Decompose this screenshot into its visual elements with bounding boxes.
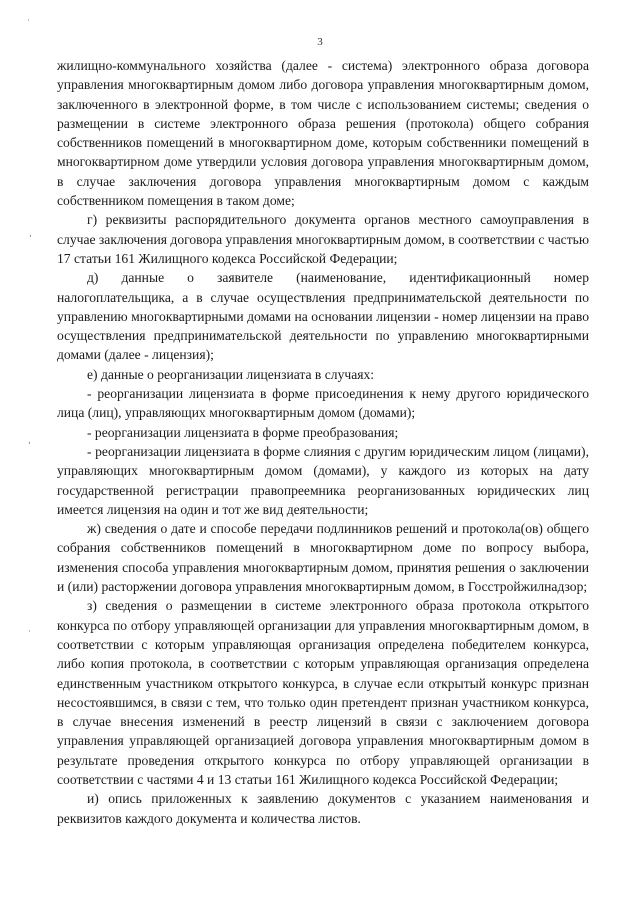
- paragraph-item-z: з) сведения о размещении в системе электронного образа протокола открытого конкурса по отбору управляющей организации для управления многоквартирным домом, в соответствии с которым управляющая организация определена победителем конкурса, либо копия протокола, в соответствии с которым управляющая организация определена единственным участником открытого конкурса, в случае если открытый конкурс признан несостоявшимся, в связи с тем, что только один претендент признан участником конкурса, в случае внесения изменений в реестр лицензий в связи с заключением договора управления управляющей организацией договора управления многоквартирным домом в результате проведения открытого конкурса по отбору управляющей организации в соответствии с частями 4 и 13 статьи 161 Жилищного кодекса Российской Федерации;: [57, 598, 589, 787]
- paragraph-item-d: д) данные о заявителе (наименование, идентификационный номер налогоплательщика, а в случае осуществления предпринимательской деятельности по управлению многоквартирными домами на основании лицензии - номер лицензии на право осуществления предпринимательской деятельности по управлению многоквартирными домами (далее - лицензия);: [57, 270, 589, 363]
- scan-mark: ·: [27, 16, 30, 26]
- scan-mark: ·: [28, 627, 31, 637]
- paragraph-item-g: г) реквизиты распорядительного документа органов местного самоуправления в случае заключения договора управления многоквартирным домом, в соответствии с частью 17 статьи 161 Жилищного кодекса Российской Федерации;: [57, 212, 589, 266]
- paragraph-subitem: - реорганизации лицензиата в форме присоединения к нему другого юридического лица (лиц), управляющих многоквартирным домом (домами);: [57, 386, 589, 421]
- paragraph-item-e: е) данные о реорганизации лицензиата в случаях:: [87, 366, 375, 382]
- paragraph-item-zh: ж) сведения о дате и способе передачи подлинников решений и протокола(ов) общего собрания собственников помещений в многоквартирном доме по вопросу выбора, изменения способа управления многоквартирным домом, принятия решения о заключении и (или) расторжении договора управления многоквартирным домом, в Госстройжилнадзор;: [57, 521, 589, 595]
- scan-mark: ,: [29, 229, 32, 239]
- page-number: 3: [317, 36, 323, 48]
- paragraph-subitem: - реорганизации лицензиата в форме слияния с другим юридическим лицом (лицами), управляющих многоквартирным домом (домами), у каждого из которых на дату государственной регистрации правопреемника реорганизованных юридических лиц имеется лицензия на один и тот же вид деятельности;: [57, 443, 589, 517]
- paragraph-subitem: - реорганизации лицензиата в форме преобразования;: [87, 424, 399, 440]
- scan-mark: ,: [28, 436, 31, 446]
- paragraph-item-i: и) опись приложенных к заявлению документов с указанием наименования и реквизитов каждого документа и количества листов.: [57, 791, 589, 826]
- document-body: [57, 56, 589, 828]
- paragraph-continuation: жилищно-коммунального хозяйства (далее - система) электронного образа договора управления многоквартирным домом либо договора управления многоквартирным домом, заключенного в электронной форме, в том числе с использованием системы; сведения о размещении в системе электронного образа решения (протокола) общего собрания собственников помещений в многоквартирном доме, которым собственники помещений в многоквартирном доме утвердили условия договора управления многоквартирным домом, в случае заключения договора управления многоквартирным домом с каждым собственником помещения в таком доме;: [57, 58, 589, 209]
